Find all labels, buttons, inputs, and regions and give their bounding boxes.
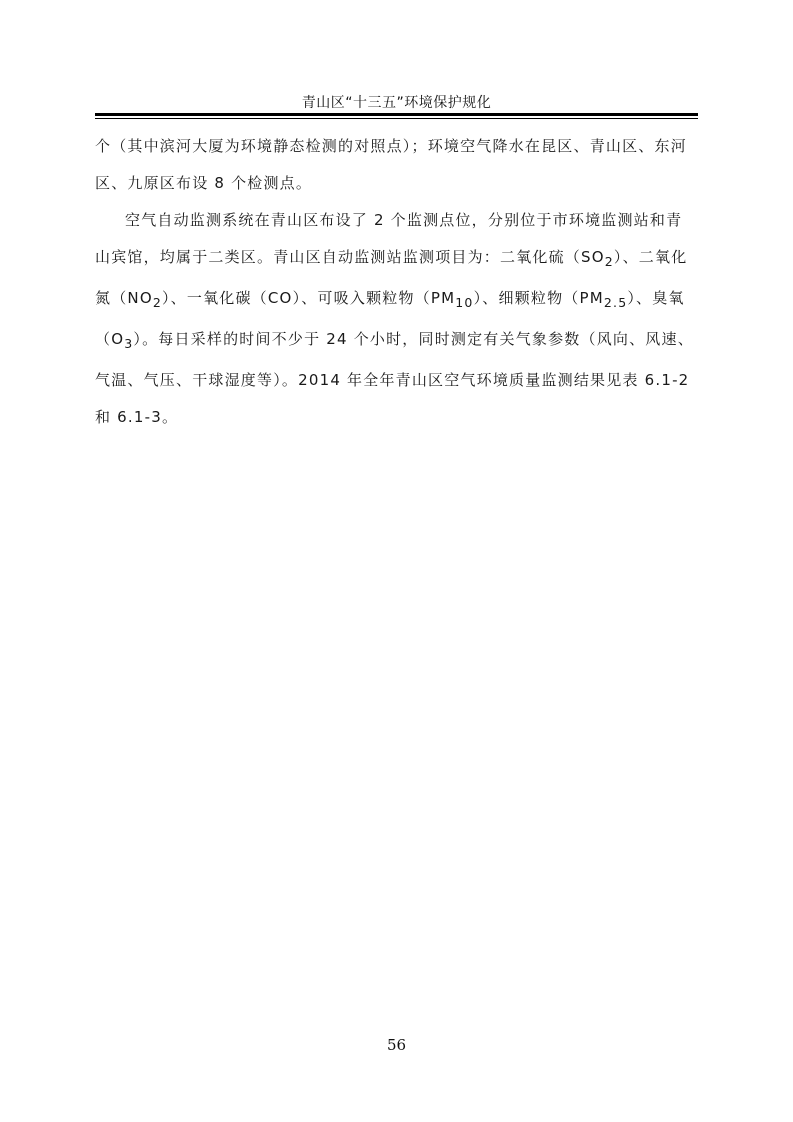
page-header-title: 青山区“十三五”环境保护规化 bbox=[301, 95, 492, 111]
subscript-so2: 2 bbox=[604, 254, 614, 269]
header-rule-thick bbox=[95, 113, 698, 116]
paragraph-text-segment: ）、细颗粒物（PM bbox=[473, 289, 604, 307]
subscript-pm10: 10 bbox=[455, 295, 474, 310]
paragraph-text-segment: ）、一氧化碳（CO）、可吸入颗粒物（PM bbox=[161, 289, 456, 307]
header-rule-thin bbox=[95, 118, 698, 119]
page-number: 56 bbox=[386, 1036, 407, 1054]
paragraph-continuation: 个（其中滨河大厦为环境静态检测的对照点）；环境空气降水在昆区、青山区、东河区、九原区布设 8 个检测点。 bbox=[95, 137, 687, 192]
paragraph-text-segment: ）、臭氧（O bbox=[95, 289, 685, 348]
subscript-o3: 3 bbox=[124, 336, 134, 351]
paragraph-air-monitoring bbox=[95, 202, 698, 436]
paragraph-text-segment: 空气自动监测系统在青山区布设了 2 个监测点位，分别位于市环境监测站和青山宾馆，均属于二类区。青山区自动监测站监测项目为：二氧化硫（SO bbox=[95, 211, 683, 266]
document-body bbox=[95, 128, 698, 436]
paragraph-text-segment: ）、二氧化氮（NO bbox=[95, 248, 688, 307]
subscript-no2: 2 bbox=[152, 295, 162, 310]
paragraph-text-segment: ）。每日采样的时间不少于 24 个小时，同时测定有关气象参数（风向、风速、气温、气压、干球湿度等）。2014 年全年青山区空气环境质量监测结果见表 6.1-2 和 6.1-3。 bbox=[95, 330, 694, 426]
subscript-pm25: 2.5 bbox=[603, 295, 628, 310]
